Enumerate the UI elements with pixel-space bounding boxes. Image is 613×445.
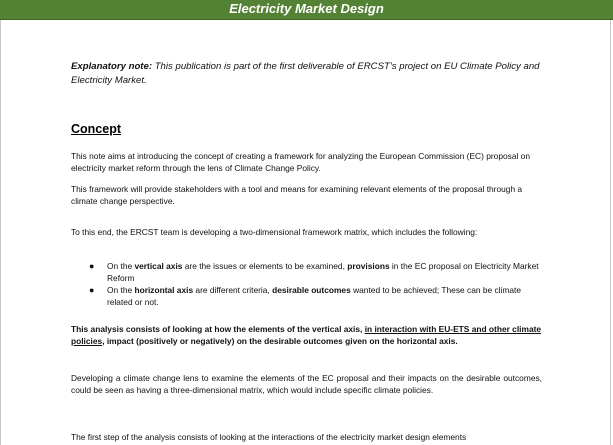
bullet-text: On the — [107, 285, 135, 296]
concept-paragraph-3: To this end, the ERCST team is developing a two-dimensional framework matrix, which includes the following: — [71, 227, 478, 237]
concept-paragraph-1: This note aims at introducing the concept of creating a framework for analyzing the European Commission (EC) proposal on electricity market reform through the lens of Climate Change Policy. — [71, 151, 530, 173]
concept-paragraph-5: Developing a climate change lens to examine the elements of the EC proposal and their impacts on the desirable outcomes, could be seen as having a three-dimensional matrix, which would include specific climate policies. — [71, 373, 542, 395]
bullet-bold-text: desirable outcomes — [272, 285, 351, 296]
bullet-bold-text: vertical axis — [134, 261, 183, 271]
emphasis-text: This analysis consists of looking at how the elements of the vertical axis, — [71, 324, 365, 334]
note-text: This publication is part of the first deliverable of ERCST’s project on EU Climate Policy and Electricity Market. — [71, 61, 540, 86]
note-label: Explanatory note: — [71, 61, 153, 72]
emphasis-text: , impact (positively or negatively) on the desirable outcomes given on the horizontal axis. — [102, 335, 458, 346]
list-item — [71, 261, 542, 284]
bullet-text: are the issues or elements to be examined, — [182, 261, 348, 271]
concept-paragraph-6: The first step of the analysis consists of looking at the interactions of the electricity market design elements — [71, 432, 467, 442]
bullet-icon: ● — [89, 261, 95, 271]
concept-paragraph-2: This framework will provide stakeholders with a tool and means for examining relevant elements of the proposal through a climate change perspective. — [71, 184, 523, 206]
bullet-text: in the EC proposal on Electricity Market Reform — [107, 261, 539, 283]
document-title: Electricity Market Design — [0, 0, 613, 20]
concept-paragraph-4 — [71, 324, 542, 347]
section-heading-concept: Concept — [71, 122, 121, 136]
bullet-text: On the — [107, 261, 135, 271]
list-item — [71, 285, 542, 308]
bullet-bold-text: horizontal axis — [134, 285, 194, 296]
explanatory-note — [71, 60, 542, 88]
bullet-bold-text: provisions — [347, 261, 390, 271]
bullet-text: are different criteria, — [193, 285, 273, 296]
underlined-emphasis-text: in interaction with EU-ETS and other climate policies — [71, 324, 542, 346]
axis-bullet-list — [71, 261, 542, 309]
bullet-text: wanted to be achieved; These can be climate related or not. — [107, 285, 522, 307]
bullet-icon: ● — [89, 285, 95, 296]
